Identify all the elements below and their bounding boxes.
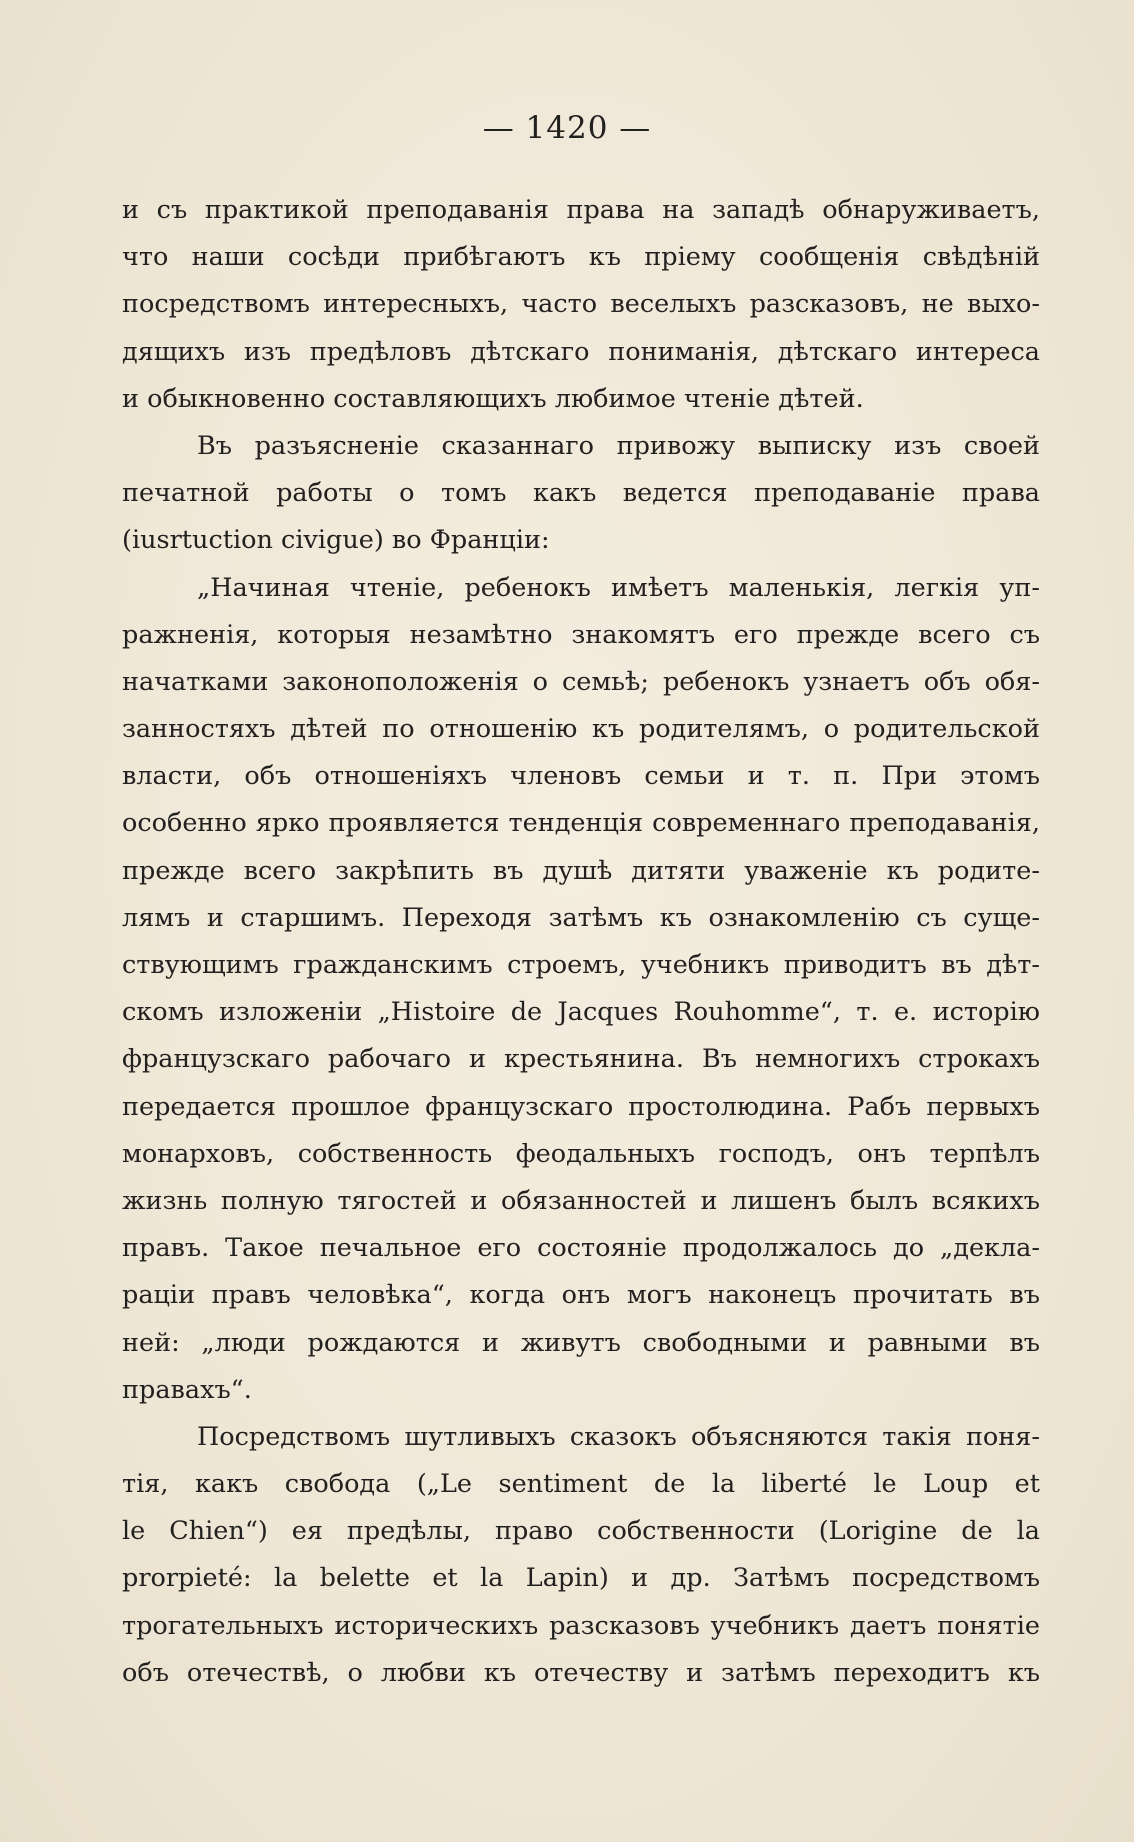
text-line: дящихъ изъ предѣловъ дѣтскаго пониманія, дѣтскаго интереса [122, 336, 1040, 367]
text-line: начатками законоположенія о семьѣ; ребенокъ узнаетъ объ обя- [122, 666, 1040, 697]
text-line: и обыкновенно составляющихъ любимое чтеніе дѣтей. [122, 383, 864, 414]
text-line: „Начиная чтеніе, ребенокъ имѣетъ маленькія, легкія уп- [197, 572, 1040, 603]
text-line: ражненія, которыя незамѣтно знакомятъ его прежде всего съ [122, 619, 1040, 650]
text-line: печатной работы о томъ какъ ведется преподаваніе права [122, 478, 1040, 509]
text-line: тія, какъ свобода („Le sentiment de la liberté le Loup et [122, 1469, 1040, 1500]
text-line: правахъ“. [122, 1374, 252, 1405]
text-line: правъ. Такое печальное его состояніе продолжалось до „декла- [122, 1233, 1040, 1264]
text-line: prorpieté: la belette et la Lapin) и др. Затѣмъ посредствомъ [122, 1563, 1040, 1594]
text-line: раціи правъ человѣка“, когда онъ могъ наконецъ прочитать въ [122, 1280, 1040, 1311]
text-line: ствующимъ гражданскимъ строемъ, учебникъ приводитъ въ дѣт- [122, 950, 1040, 980]
body-text [122, 187, 1040, 1697]
text-line: Посредствомъ шутливыхъ сказокъ объясняются такія поня- [197, 1421, 1040, 1452]
text-line: посредствомъ интересныхъ, часто веселыхъ разсказовъ, не выхо- [122, 289, 1040, 320]
text-line: скомъ изложеніи „Histoire de Jacques Rouhomme“, т. е. исторію [122, 997, 1040, 1028]
text-line: объ отечествѣ, о любви къ отечеству и затѣмъ переходитъ къ [122, 1657, 1040, 1688]
text-line: особенно ярко проявляется тенденція современнаго преподаванія, [122, 808, 1040, 839]
text-line: что наши сосѣди прибѣгаютъ къ пріему сообщенія свѣдѣній [122, 242, 1040, 273]
text-line: лямъ и старшимъ. Переходя затѣмъ къ ознакомленію съ суще- [122, 902, 1040, 933]
text-line: жизнь полную тягостей и обязанностей и лишенъ былъ всякихъ [122, 1185, 1040, 1216]
page-number: — 1420 — [482, 110, 652, 146]
text-line: власти, объ отношеніяхъ членовъ семьи и т. п. При этомъ [122, 761, 1040, 792]
text-line: прежде всего закрѣпить въ душѣ дитяти уваженіе къ родите- [122, 855, 1040, 886]
text-line: le Chien“) ея предѣлы, право собственности (Lorigine de la [122, 1516, 1040, 1547]
text-line: трогательныхъ историческихъ разсказовъ учебникъ даетъ понятіе [122, 1610, 1040, 1641]
text-line: занностяхъ дѣтей по отношенію къ родителямъ, о родительской [122, 714, 1040, 745]
text-line: монарховъ, собственность феодальныхъ господъ, онъ терпѣлъ [122, 1138, 1040, 1169]
text-line: ней: „люди рождаются и живутъ свободными и равными въ [122, 1327, 1040, 1358]
text-line: Въ разъясненіе сказаннаго привожу выписку изъ своей [197, 430, 1040, 461]
text-line: передается прошлое французскаго простолюдина. Рабъ первыхъ [122, 1091, 1040, 1122]
text-line: (iusrtuction civigue) во Франціи: [122, 525, 550, 556]
text-line: французскаго рабочаго и крестьянина. Въ немногихъ строкахъ [122, 1044, 1040, 1075]
text-line: и съ практикой преподаванія права на западѣ обнаруживаетъ, [122, 195, 1040, 225]
